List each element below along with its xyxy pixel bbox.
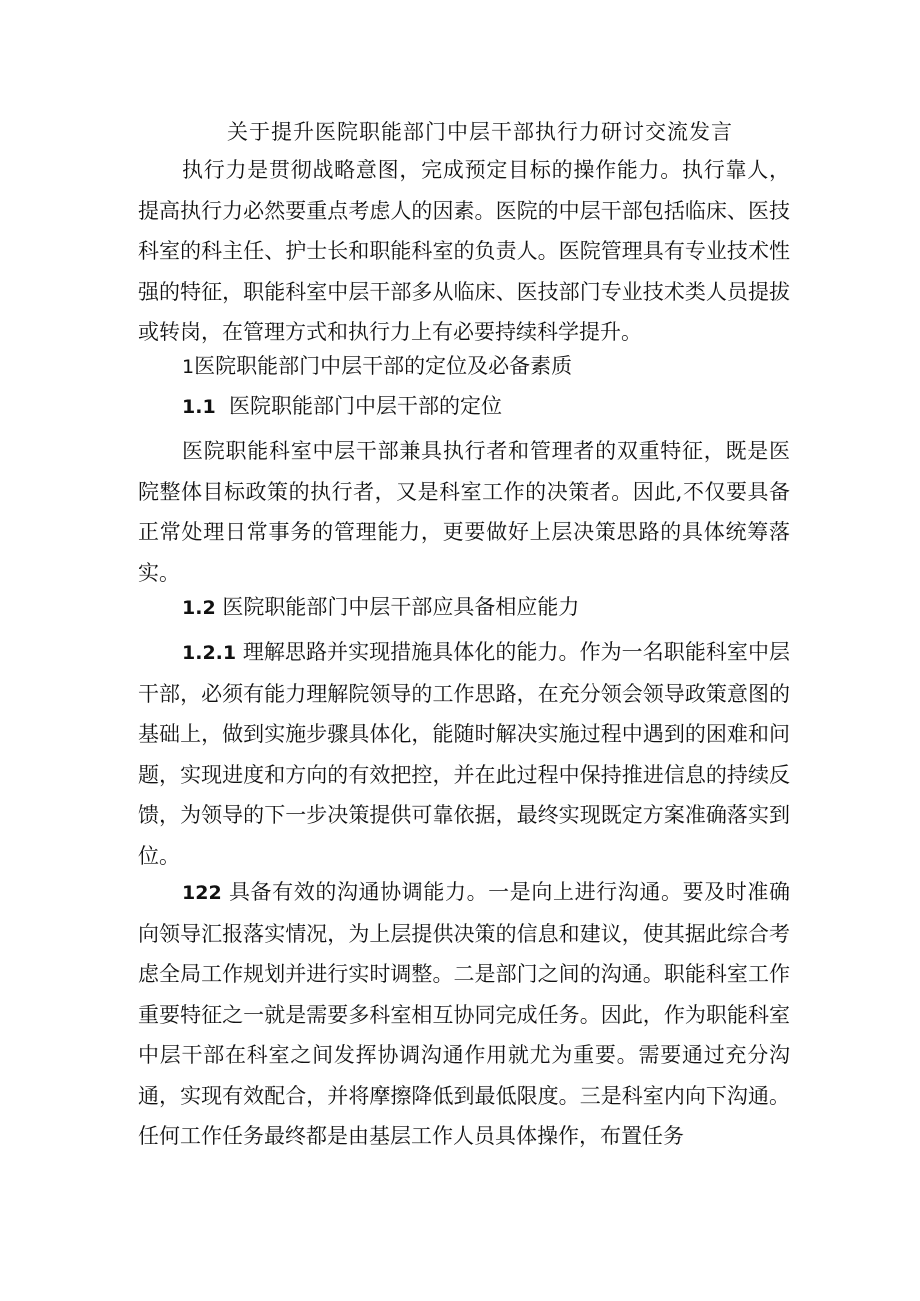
section-body: 具备有效的沟通协调能力。一是向上进行沟通。要及时准确向领导汇报落实情况，为上层提供决策的信息和建议，使其据此综合考虑全局工作规划并进行实时调整。二是部门之间的沟通。职能科室工作重要特征之一就是需要多科室相互协同完成任务。因此，作为职能科室中层干部在科室之间发挥协调沟通作用就尤为重要。需要通过充分沟通，实现有效配合，并将摩擦降低到最低限度。三是科室内向下沟通。任何工作任务最终都是由基层工作人员具体操作，布置任务 — [138, 880, 790, 1148]
section-1-heading — [182, 351, 782, 382]
section-title: 医院职能部门中层干部的定位 — [229, 394, 503, 418]
section-1-1-heading — [182, 391, 782, 422]
document-title: 关于提升医院职能部门中层干部执行力研讨交流发言 — [227, 120, 733, 144]
section-number: 122 — [182, 882, 222, 904]
section-number: 1 — [182, 356, 195, 378]
section-number: 1.2 — [182, 597, 216, 619]
section-number: 1.2.1 — [182, 642, 237, 664]
section-1-2-2-paragraph — [138, 872, 790, 1157]
section-title: 医院职能部门中层干部的定位及必备素质 — [194, 354, 573, 378]
section-number: 1.1 — [182, 396, 216, 418]
section-1-2-heading — [182, 592, 782, 623]
section-1-1-body: 医院职能科室中层干部兼具执行者和管理者的双重特征，既是医院整体目标政策的执行者，又是科室工作的决策者。因此,不仅要具备正常处理日常事务的管理能力，更要做好上层决策思路的具体统筹落实。 — [138, 439, 790, 585]
section-1-2-1-paragraph — [138, 632, 790, 876]
section-title: 医院职能部门中层干部应具备相应能力 — [222, 595, 580, 619]
section-body: 理解思路并实现措施具体化的能力。作为一名职能科室中层干部，必须有能力理解院领导的工作思路，在充分领会领导政策意图的基础上，做到实施步骤具体化，能随时解决实施过程中遇到的困难和问题，实现进度和方向的有效把控，并在此过程中保持推进信息的持续反馈，为领导的下一步决策提供可靠依据，最终实现既定方案准确落实到位。 — [138, 640, 790, 868]
intro-paragraph: 执行力是贯彻战略意图，完成预定目标的操作能力。执行靠人，提高执行力必然要重点考虑人的因素。医院的中层干部包括临床、医技科室的科主任、护士长和职能科室的负责人。医院管理具有专业技术性强的特征，职能科室中层干部多从临床、医技部门专业技术类人员提拔或转岗，在管理方式和执行力上有必要持续科学提升。 — [138, 158, 790, 344]
